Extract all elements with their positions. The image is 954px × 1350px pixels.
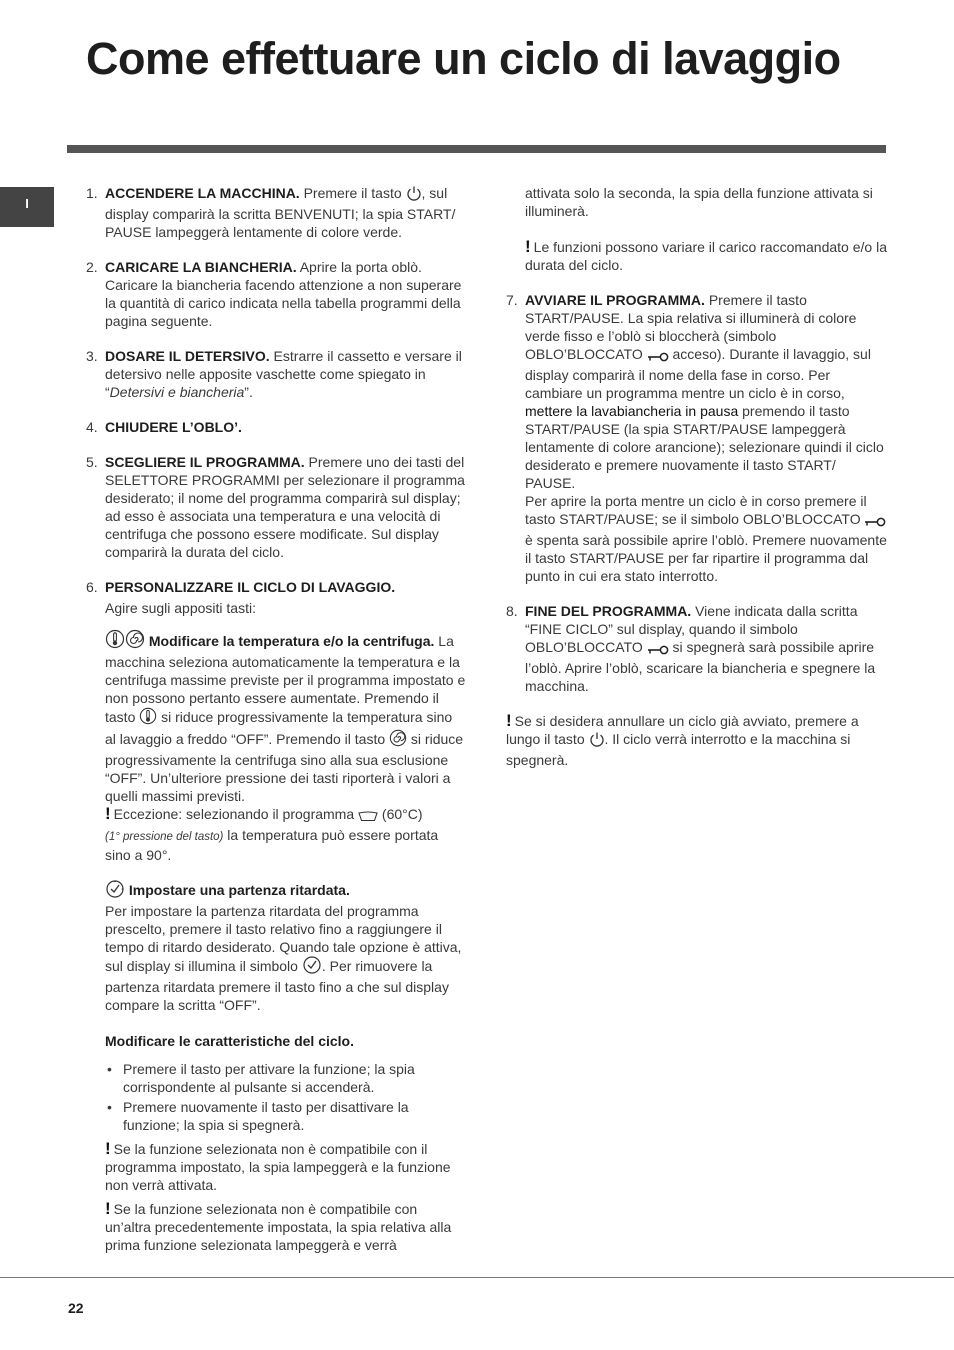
step-7: [506, 291, 888, 585]
step-number: 5.: [86, 454, 98, 470]
footer-rule: [0, 1277, 954, 1278]
step-heading: CHIUDERE L’OBLO’.: [105, 419, 242, 435]
note-text: Se la funzione selezionata non è compatibile con un’altra precedentemente impostata, la spia relativa alla prima funzione selezionata lampeggerà e verrà: [105, 1201, 452, 1253]
door-lock-key-icon: [647, 641, 669, 659]
step-number: 1.: [86, 185, 98, 201]
step-text: Viene indicata dalla scritta “FINE CICLO” sul display, quando il simbolo OBLO’BLOCCATO: [525, 603, 858, 655]
step-intro: Agire sugli appositi tasti:: [105, 600, 256, 616]
step-8: [506, 602, 888, 695]
step-3: [86, 347, 466, 401]
step-number: 3.: [86, 348, 98, 364]
page-number: 22: [68, 1300, 84, 1316]
warning-mark: !: [506, 711, 512, 730]
exception-text: (60°C): [378, 806, 423, 822]
cycle-features-list: [105, 1060, 466, 1134]
warning-mark: !: [105, 1199, 111, 1218]
program-tub-icon: [358, 808, 378, 826]
thermometer-icon: [139, 707, 157, 729]
left-column: [86, 184, 466, 1271]
step-5: [86, 453, 466, 561]
warning-mark: !: [525, 237, 531, 256]
door-lock-key-icon: [647, 348, 669, 366]
exception-text: la temperatura può essere portata sino a 90°.: [105, 827, 439, 863]
list-item-text: Premere il tasto per attivare la funzione; la spia corrispondente al pulsante si accenderà.: [123, 1061, 415, 1095]
list-item: • Premere il tasto per attivare la funzione; la spia corrispondente al pulsante si accenderà.: [107, 1061, 415, 1095]
delay-text: Per impostare la partenza ritardata del programma prescelto, premere il tasto relativo fino a raggiungere il tempo di ritardo desiderato. Quando tale opzione è attiva, sul display si illumina il simbolo: [105, 903, 462, 974]
warning-mark: !: [105, 804, 111, 823]
note-text: Se si desidera annullare un ciclo già avviato, premere a lungo il tasto: [506, 713, 859, 747]
pause-instruction: mettere la lavabiancheria in pausa: [525, 403, 739, 419]
step-number: 8.: [506, 603, 518, 619]
step-text: , sul display comparirà la scritta BENVENUTI; la spia START/ PAUSE lampeggerà lentamente di colore verde.: [105, 185, 456, 240]
step-heading: FINE DEL PROGRAMMA.: [525, 603, 692, 619]
step-text: è spenta sarà possibile aprire l’oblò. Premere nuovamente il tasto START/PAUSE per far ripartire il programma dal punto in cui era stato interrotto.: [525, 532, 887, 584]
delay-section: [105, 880, 466, 1014]
step-heading: PERSONALIZZARE IL CICLO DI LAVAGGIO.: [105, 579, 396, 595]
temperature-spin-heading: Modificare la temperatura e/o la centrifuga.: [148, 633, 435, 649]
step-text: Premere uno dei tasti del SELETTORE PROGRAMMI per selezionare il programma desiderato; il nome del programma comparirà sul display; ad esso è associata una temperatura e una velocità di centrifuga che possono essere modificate. Sul display comparirà la durata del ciclo.: [105, 454, 465, 560]
step-number: 2.: [86, 259, 98, 275]
temperature-spin-text: La macchina seleziona automaticamente la temperatura e la centrifuga massime previste per il programma impostato e non possono pertanto essere aumentate. Premendo il tasto: [105, 633, 466, 725]
step-text: acceso). Durante il lavaggio, sul display comparirà il nome della fase in corso. Per cambiare un programma mentre un ciclo è in corso,: [525, 346, 871, 401]
temperature-spin-text: si riduce progressivamente la centrifuga sino alla sua esclusione “OFF”. Un’ulteriore pressione dei tasti riporterà i valori a quelli massimi previsti.: [105, 731, 464, 804]
delay-timer-icon: [302, 956, 322, 978]
delay-text: . Per rimuovere la partenza ritardata premere il tasto fino a che sul display compare la scritta “OFF”.: [105, 958, 449, 1013]
step-6-continued: [506, 184, 888, 220]
step-text: si spegnerà sarà possibile aprire l’oblò. Aprire l’oblò, scaricare la biancheria e spegnere la macchina.: [525, 639, 876, 694]
cancel-cycle-note: [506, 712, 888, 769]
spin-icon: [125, 629, 145, 653]
step-text: Estrarre il cassetto e versare il detersivo nelle apposite vaschette come spiegato in “: [105, 348, 462, 400]
title-rule: [67, 145, 886, 153]
note-text: Se la funzione selezionata non è compatibile con il programma impostato, la spia lampeggerà e la funzione non verrà attivata.: [105, 1141, 451, 1193]
right-column: [506, 184, 888, 769]
warning-mark: !: [105, 1139, 111, 1158]
spin-icon: [389, 729, 407, 751]
step-heading: CARICARE LA BIANCHERIA.: [105, 259, 297, 275]
language-tab: I: [0, 187, 54, 227]
step-6: [86, 578, 466, 1254]
door-lock-key-icon: [864, 513, 886, 531]
continued-text: attivata solo la seconda, la spia della funzione attivata si illuminerà.: [525, 185, 873, 219]
exception-note: [105, 805, 466, 864]
power-icon: [589, 731, 605, 751]
compatibility-note-1: [105, 1140, 466, 1194]
step-reference: Detersivi e biancheria: [109, 384, 245, 400]
thermometer-icon: [105, 629, 125, 653]
delay-heading: Impostare una partenza ritardata.: [128, 882, 350, 898]
step-number: 4.: [86, 419, 98, 435]
step-heading: ACCENDERE LA MACCHINA.: [105, 185, 300, 201]
list-item: • Premere nuovamente il tasto per disattivare la funzione; la spia si spegnerà.: [107, 1099, 409, 1133]
step-text: premendo il tasto START/PAUSE (la spia START/PAUSE lampeggerà lentamente di colore arancione); selezionare quindi il ciclo desiderato e premere nuovamente il tasto START/ PAUSE.: [525, 403, 884, 491]
step-number: 6.: [86, 579, 98, 595]
step-4: [86, 418, 466, 436]
compatibility-note-2: [105, 1200, 466, 1254]
step-number: 7.: [506, 292, 518, 308]
step-text: ”.: [244, 384, 253, 400]
step-text: Premere il tasto START/PAUSE. La spia relativa si illuminerà di colore verde fisso e l’oblò si bloccherà (simbolo OBLO’BLOCCATO: [525, 292, 857, 362]
step-heading: AVVIARE IL PROGRAMMA.: [525, 292, 705, 308]
step-1: [86, 184, 466, 241]
note-text: Le funzioni possono variare il carico raccomandato e/o la durata del ciclo.: [525, 239, 887, 273]
step-text: Premere il tasto: [299, 185, 406, 201]
temperature-spin-section: [105, 629, 466, 864]
exception-press-note: (1° pressione del tasto): [105, 831, 224, 843]
load-note: [506, 238, 888, 274]
delay-timer-icon: [105, 880, 125, 902]
step-text: Per aprire la porta mentre un ciclo è in corso premere il tasto START/PAUSE; se il simbolo OBLO’BLOCCATO: [525, 493, 867, 527]
page-title: Come effettuare un ciclo di lavaggio: [86, 33, 841, 84]
exception-text: Eccezione: selezionando il programma: [113, 806, 359, 822]
step-2: [86, 258, 466, 330]
power-icon: [406, 185, 422, 205]
temperature-spin-text: si riduce progressivamente la temperatura sino al lavaggio a freddo “OFF”. Premendo il tasto: [105, 709, 453, 747]
step-heading: SCEGLIERE IL PROGRAMMA.: [105, 454, 305, 470]
cycle-features-section: [105, 1032, 466, 1254]
step-text: Aprire la porta oblò. Caricare la biancheria facendo attenzione a non superare la quantità di carico indicata nella tabella programmi della pagina seguente.: [105, 259, 462, 329]
note-text: . Il ciclo verrà interrotto e la macchina si spegnerà.: [506, 731, 851, 768]
step-heading: DOSARE IL DETERSIVO.: [105, 348, 270, 364]
cycle-features-heading: Modificare le caratteristiche del ciclo.: [105, 1033, 354, 1049]
list-item-text: Premere nuovamente il tasto per disattivare la funzione; la spia si spegnerà.: [123, 1099, 409, 1133]
